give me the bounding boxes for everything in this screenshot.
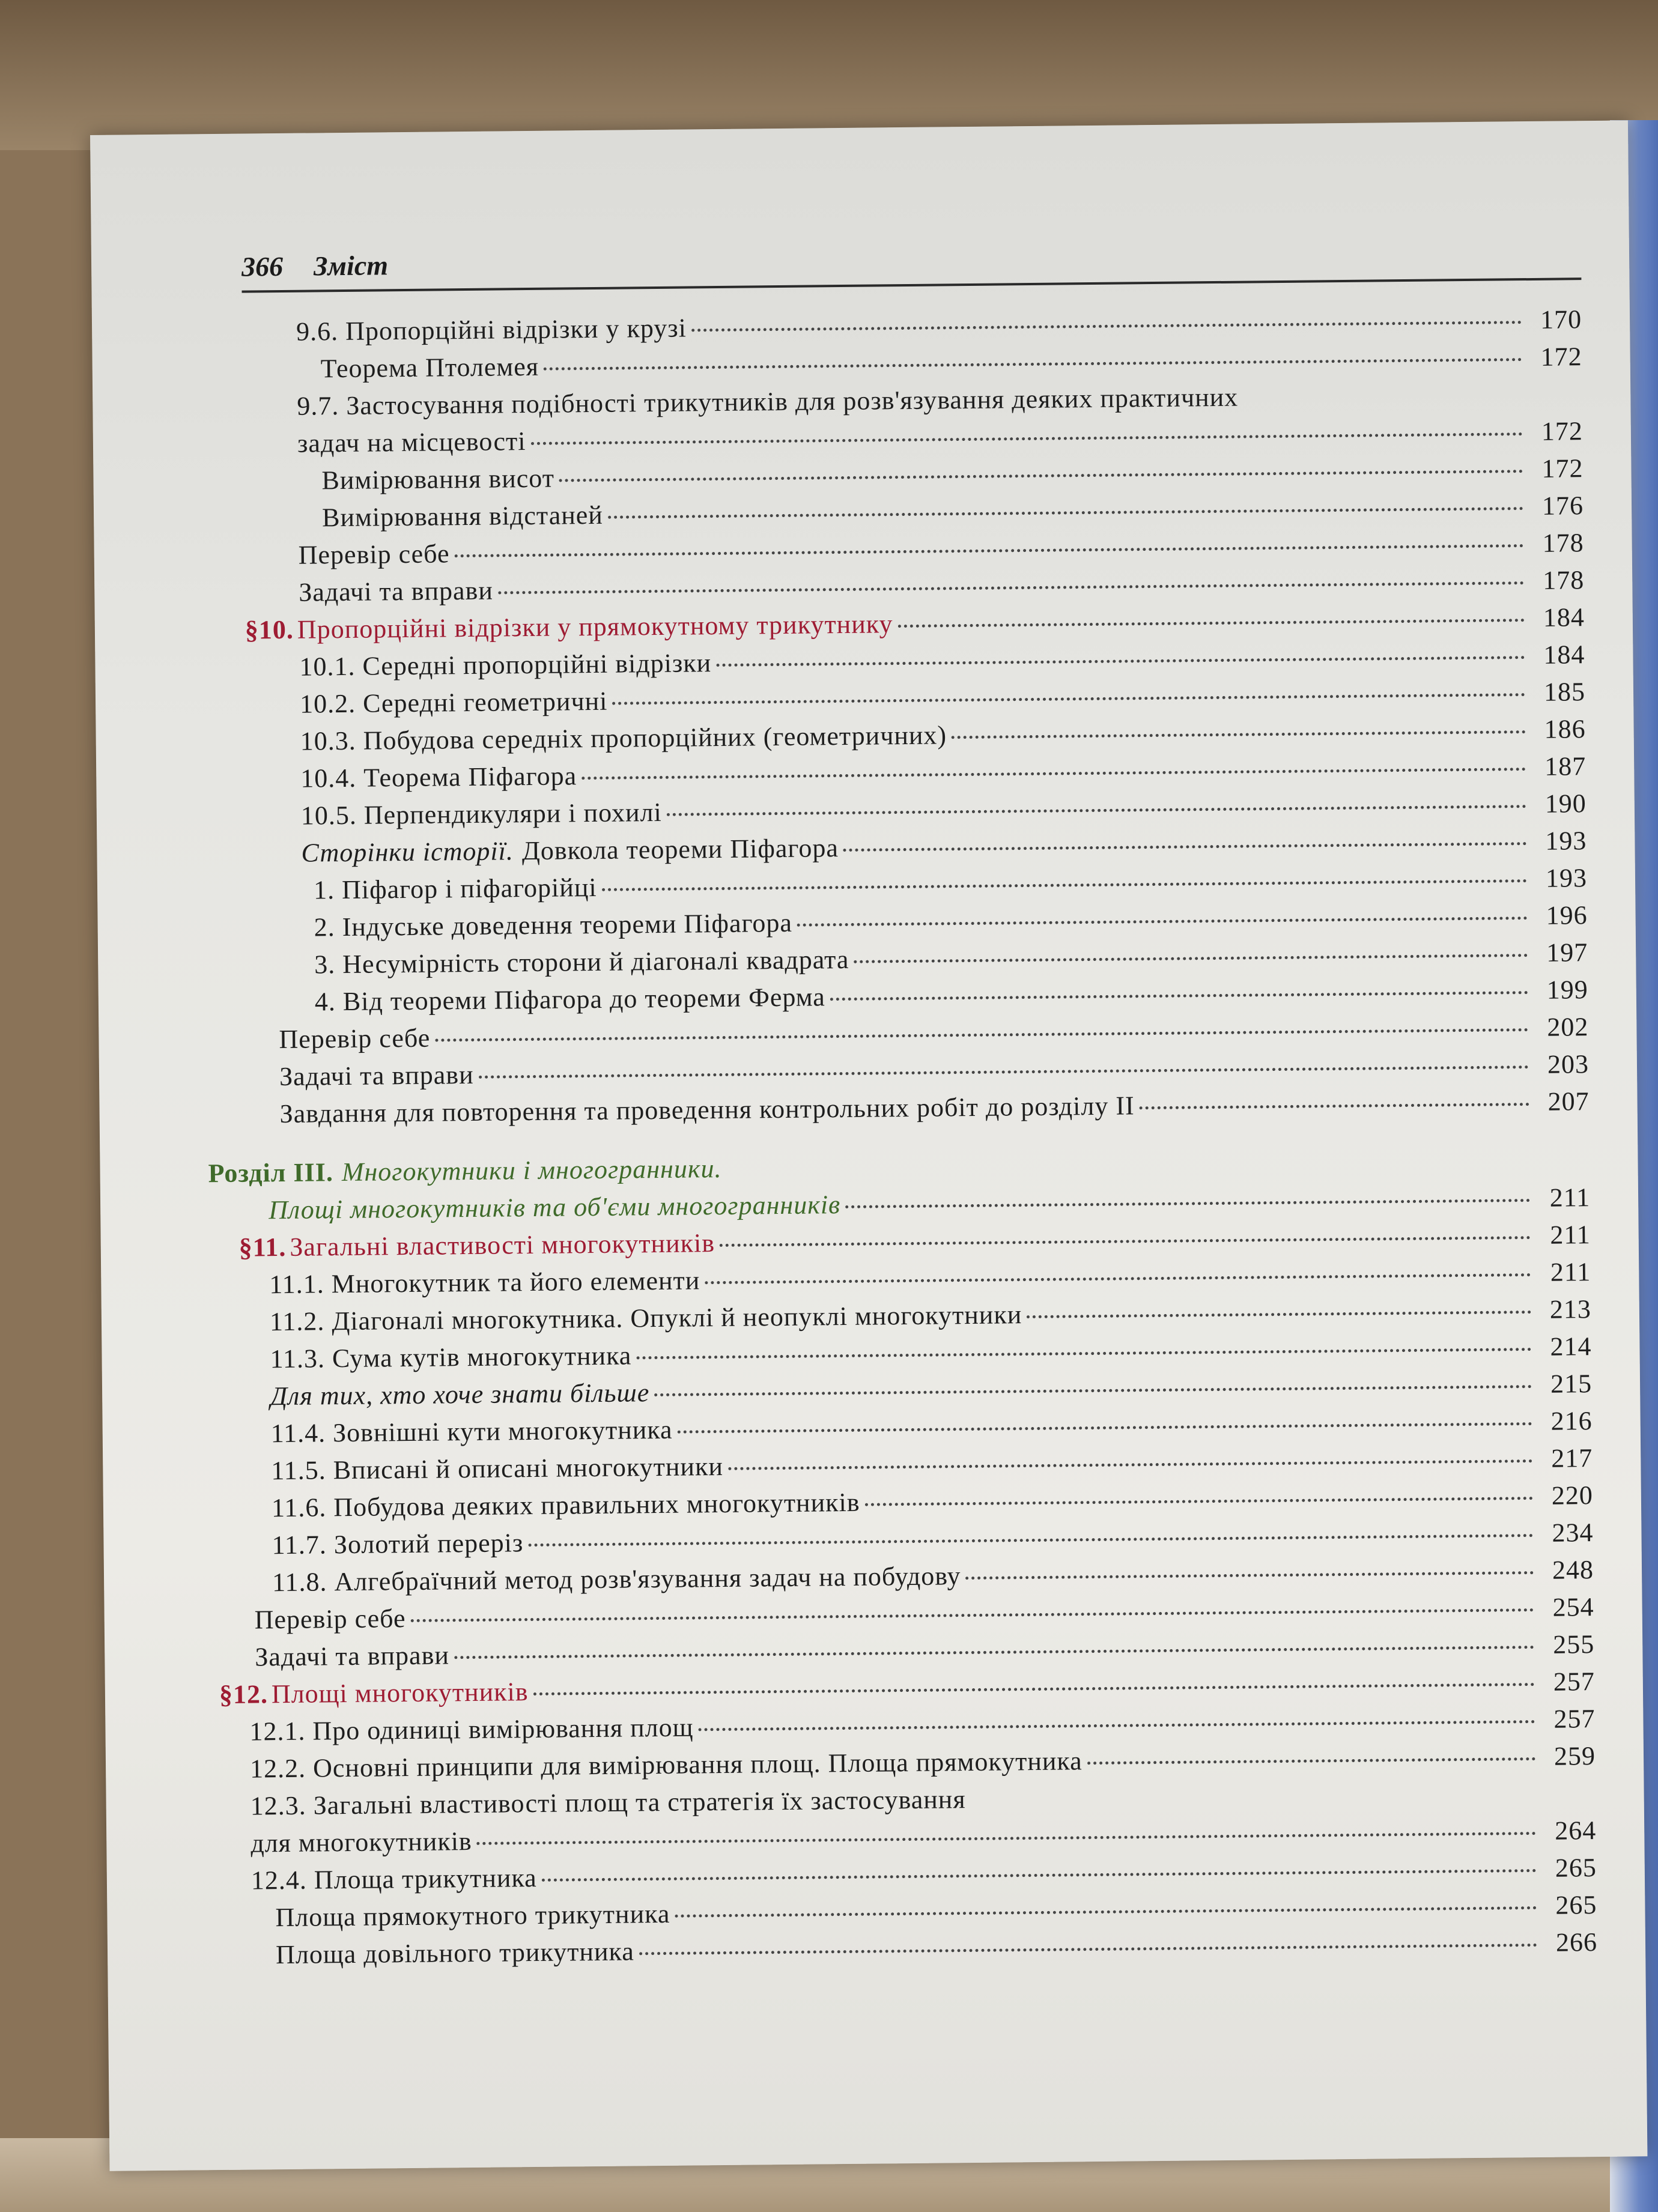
section-number: §10.	[244, 614, 294, 645]
toc-entry-label: задач на місцевості	[297, 426, 526, 458]
toc-entry-label: 11.3. Сума кутів многокутника	[270, 1341, 632, 1374]
toc-entry-page: 176	[1541, 491, 1584, 521]
toc-entry-page: 257	[1553, 1667, 1596, 1697]
toc-entry-label: 9.7. Застосування подібності трикутників для розв'язування деяких практичних	[297, 382, 1239, 421]
toc-entry-label: Загальні властивості многокутників	[290, 1228, 715, 1262]
toc-entry-label: 11.5. Вписані й описані многокутники	[271, 1451, 724, 1486]
toc-entry-label: Вимірювання відстаней	[321, 500, 604, 533]
toc-entry-label: 11.7. Золотий переріз	[272, 1528, 524, 1560]
toc-entry-page: 216	[1550, 1406, 1593, 1436]
toc-entry-label: 1. Піфагор і піфагорійці	[313, 872, 597, 905]
toc-entry-label: 10.3. Побудова середніх пропорційних (геометричних)	[300, 720, 947, 756]
section-number: §11.	[238, 1232, 287, 1262]
toc-entry-page: 248	[1552, 1555, 1594, 1585]
leader-dots	[582, 768, 1526, 780]
toc-entry-label: Задачі та вправи	[279, 1059, 474, 1092]
toc-entry-label: Перевір себе	[279, 1023, 431, 1055]
toc-entry-page: 211	[1549, 1183, 1591, 1213]
toc-entry-label: 12.1. Про одиниці вимірювання площ	[249, 1712, 694, 1747]
leader-dots	[705, 1273, 1531, 1284]
leader-dots	[966, 1571, 1534, 1580]
leader-dots	[854, 954, 1528, 963]
leader-dots	[728, 1459, 1532, 1470]
toc-entry-label: Площа прямокутного трикутника	[275, 1898, 670, 1933]
leader-dots	[411, 1608, 1534, 1622]
toc-entry-page: 211	[1550, 1257, 1591, 1287]
toc-entry-page: 264	[1554, 1816, 1597, 1846]
toc-entry-label: 11.2. Діагоналі многокутника. Опуклі й неопуклі многокутники	[269, 1300, 1022, 1337]
toc-entry-label: Площа довільного трикутника	[275, 1936, 634, 1970]
running-header	[241, 238, 1582, 292]
toc-entry-label: Площі многокутників	[271, 1677, 529, 1709]
toc-entry-page: 234	[1552, 1518, 1594, 1548]
toc-entry-page: 193	[1545, 826, 1587, 856]
section-number: §12.	[219, 1679, 269, 1710]
toc-entry-page: 254	[1552, 1592, 1594, 1622]
toc-entry-label: 10.2. Середні геометричні	[299, 686, 608, 719]
toc-entry-page: 186	[1544, 714, 1586, 744]
leader-dots	[608, 507, 1523, 519]
leader-dots	[843, 842, 1527, 852]
toc-entry-page: 178	[1542, 528, 1584, 558]
toc-entry-label: Перевір себе	[254, 1604, 406, 1635]
toc-entry-page: 172	[1540, 342, 1582, 372]
toc-entry-page: 193	[1545, 863, 1588, 893]
toc-entry-label: 11.4. Зовнішні кути многокутника	[270, 1414, 673, 1449]
toc-entry-label: Задачі та вправи	[299, 575, 494, 607]
leader-dots	[498, 581, 1524, 594]
leader-dots	[533, 1683, 1535, 1695]
page-content	[208, 238, 1600, 2172]
toc-entry-page: 257	[1553, 1704, 1596, 1734]
toc-entry-page: 172	[1541, 453, 1584, 483]
leader-dots	[454, 544, 1523, 557]
toc-entry-page: 202	[1547, 1012, 1589, 1042]
toc-entry-page: 266	[1555, 1927, 1598, 1957]
toc-entry-label: 11.6. Побудова деяких правильних многокутників	[271, 1487, 860, 1523]
toc-entry-label: Теорема Птолемея	[320, 351, 539, 384]
toc-entry-label: для многокутників	[251, 1826, 472, 1858]
leader-dots	[639, 1944, 1537, 1955]
toc-entry-page: 190	[1544, 789, 1587, 819]
toc-entry-label: 10.4. Теорема Піфагора	[300, 761, 577, 793]
toc-entry-page: 265	[1555, 1890, 1597, 1920]
toc-entry-label: 12.3. Загальні властивості площ та стратегія їх застосування	[250, 1784, 966, 1821]
toc-entry-page: 184	[1543, 602, 1585, 632]
toc-entry-label: Пропорційні відрізки у прямокутному трикутнику	[297, 609, 893, 644]
leader-dots	[602, 879, 1527, 891]
toc-entry-page: 185	[1543, 677, 1586, 707]
leader-dots	[797, 917, 1528, 927]
leader-dots	[636, 1348, 1531, 1359]
part-number: Розділ III.	[208, 1157, 334, 1189]
leader-dots	[830, 991, 1528, 1001]
header-rule	[241, 277, 1581, 292]
running-title: Зміст	[313, 250, 389, 282]
leader-dots	[675, 1906, 1537, 1918]
toc-entry-page: 178	[1542, 565, 1585, 595]
leader-dots	[699, 1720, 1535, 1731]
toc-entry-page: 220	[1551, 1480, 1594, 1511]
toc-entry-page: 259	[1553, 1741, 1596, 1771]
toc-entry-page: 203	[1547, 1049, 1590, 1079]
leader-dots	[612, 693, 1525, 705]
toc-entry-label: Перевір себе	[298, 539, 450, 570]
toc-entry-label: 12.4. Площа трикутника	[251, 1862, 537, 1895]
toc-entry-label: Завдання для повторення та проведення контрольних робіт до розділу II	[279, 1091, 1135, 1129]
leader-dots	[1140, 1103, 1529, 1109]
toc-entry-page: 172	[1541, 416, 1584, 446]
toc-entry-label: 11.1. Многокутник та його елементи	[269, 1265, 700, 1300]
leader-dots	[528, 1534, 1533, 1547]
toc-entry-label: Довкола теореми Піфагора	[521, 833, 839, 866]
leader-dots	[898, 619, 1525, 628]
toc-entry-label-italic: Сторінки історії.	[301, 836, 514, 868]
leader-dots	[530, 432, 1522, 445]
toc-entry-page: 265	[1555, 1853, 1597, 1883]
leader-dots	[1027, 1311, 1531, 1318]
leader-dots	[1087, 1757, 1535, 1765]
leader-dots	[654, 1385, 1532, 1396]
leader-dots	[716, 656, 1525, 667]
toc-entry-page: 196	[1546, 900, 1588, 930]
toc-entry-label: 2. Індуське доведення теореми Піфагора	[314, 908, 793, 942]
leader-dots	[435, 1028, 1528, 1041]
toc-entry-page: 215	[1550, 1369, 1593, 1399]
leader-dots	[544, 358, 1522, 371]
toc-entry-label: 4. Від теореми Піфагора до теореми Ферма	[314, 982, 825, 1017]
leader-dots	[667, 805, 1526, 816]
leader-dots	[678, 1422, 1532, 1434]
toc-entry-label: 11.8. Алгебраїчний метод розв'язування задач на побудову	[272, 1561, 961, 1598]
leader-dots	[559, 470, 1523, 482]
page-number: 366	[241, 250, 284, 282]
leader-dots	[952, 730, 1526, 739]
leader-dots	[720, 1236, 1531, 1247]
toc-entry-label: 9.6. Пропорційні відрізки у крузі	[296, 313, 687, 347]
toc-entry-label: Площі многокутників та об'єми многогранників	[268, 1190, 841, 1225]
toc-entry-page: 214	[1550, 1332, 1592, 1362]
toc-entry-label: 10.1. Середні пропорційні відрізки	[299, 648, 712, 682]
toc-entry-label: Вимірювання висот	[321, 463, 555, 495]
toc-entry-page: 213	[1549, 1294, 1592, 1324]
toc-entry-page: 199	[1546, 975, 1589, 1005]
toc-entry-label: 12.2. Основні принципи для вимірювання площ. Площа прямокутника	[249, 1746, 1083, 1784]
leader-dots	[865, 1497, 1533, 1506]
toc-entry-page: 197	[1546, 938, 1588, 968]
leader-dots	[454, 1646, 1534, 1659]
leader-dots	[691, 321, 1522, 332]
leader-dots	[542, 1869, 1537, 1882]
book-page	[90, 120, 1647, 2171]
toc-entry-label: Многокутники і многогранники.	[341, 1153, 722, 1187]
toc-entry-label: Задачі та вправи	[255, 1640, 450, 1672]
toc-entry-page: 170	[1540, 305, 1582, 335]
toc-entry-page: 255	[1553, 1629, 1595, 1659]
leader-dots	[479, 1065, 1529, 1079]
toc-entry-page: 207	[1547, 1086, 1590, 1117]
table-of-contents	[208, 304, 1598, 1970]
toc-entry-page: 187	[1544, 751, 1587, 781]
toc-entry-page: 211	[1550, 1220, 1591, 1250]
toc-entry-page: 217	[1551, 1443, 1593, 1473]
toc-entry-label: Для тих, хто хоче знати більше	[270, 1378, 650, 1411]
leader-dots	[845, 1199, 1530, 1208]
toc-entry-page: 184	[1543, 640, 1585, 670]
toc-entry-label: 10.5. Перпендикуляри і похилі	[300, 797, 662, 831]
toc-entry-label: 3. Несумірність сторони й діагоналі квадрата	[314, 944, 849, 980]
leader-dots	[477, 1832, 1537, 1845]
